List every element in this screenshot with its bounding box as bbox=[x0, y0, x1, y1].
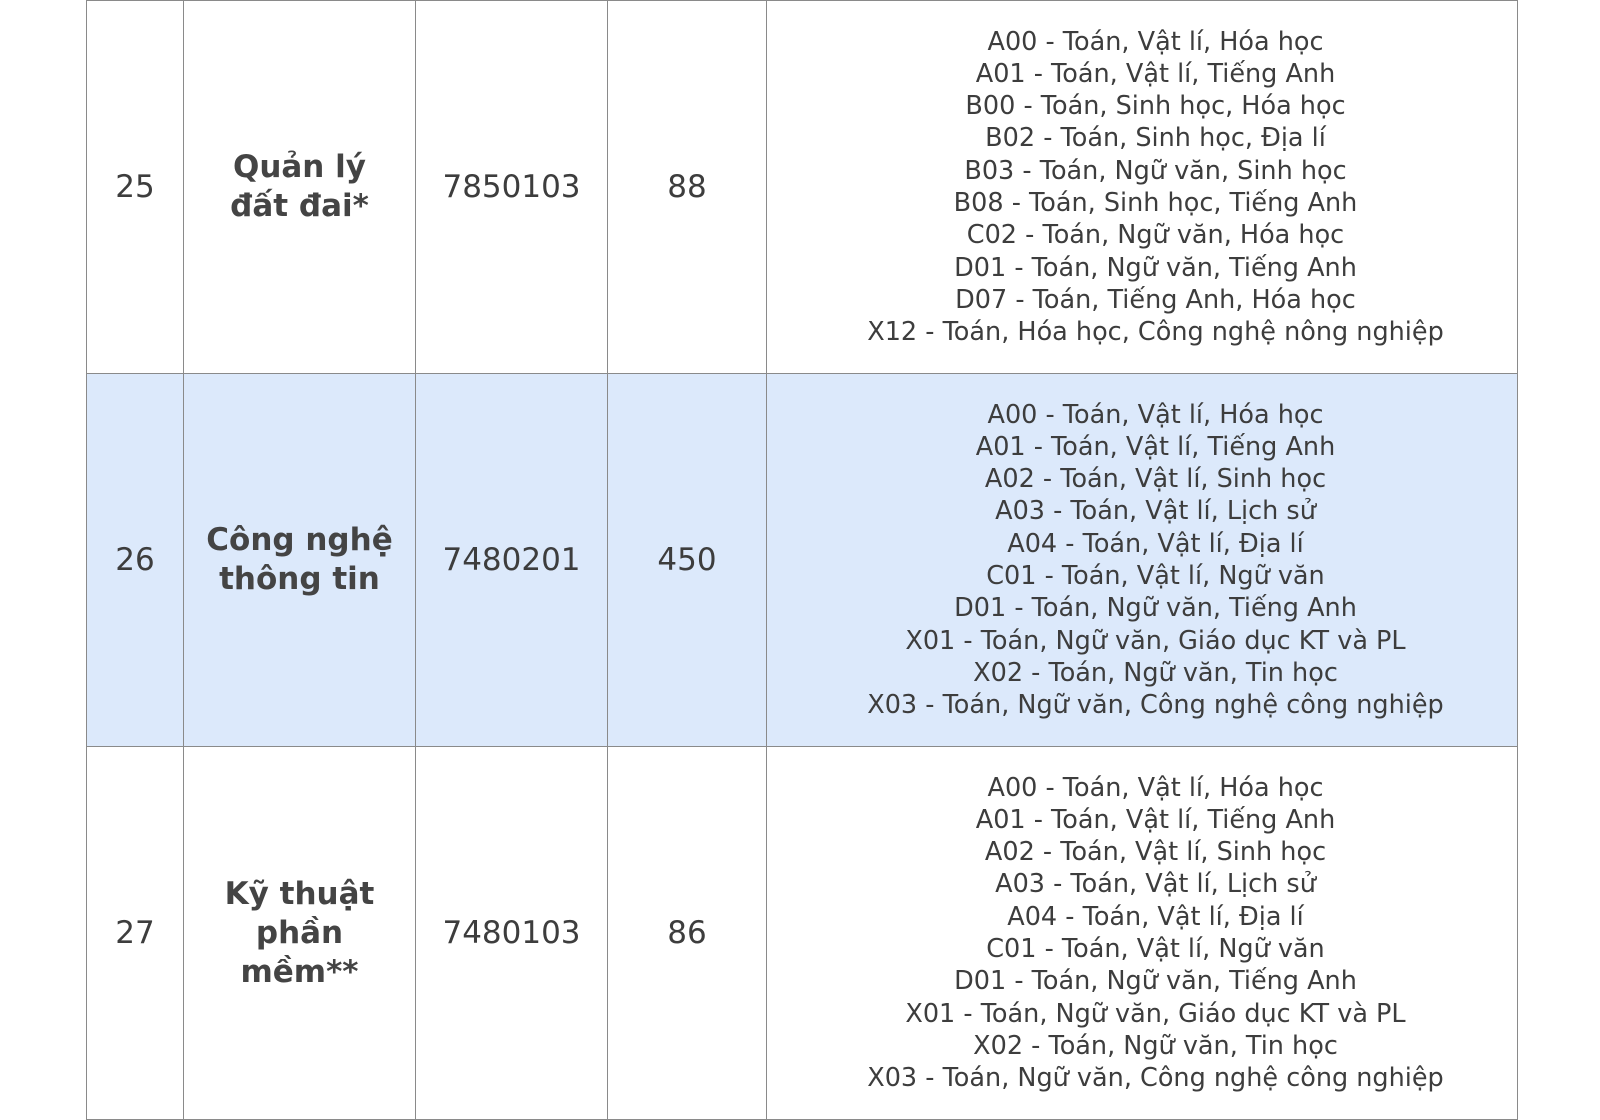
subject-combination: C01 - Toán, Vật lí, Ngữ văn bbox=[986, 561, 1325, 591]
program-code: 7480103 bbox=[442, 915, 581, 951]
program-name-cell bbox=[184, 374, 416, 747]
subject-combination-list bbox=[767, 772, 1517, 1095]
program-name-line: phần bbox=[255, 914, 344, 951]
subject-combination: B02 - Toán, Sinh học, Địa lí bbox=[985, 123, 1326, 154]
subject-combination: D01 - Toán, Ngữ văn, Tiếng Anh bbox=[954, 593, 1357, 624]
subject-combination: A00 - Toán, Vật lí, Hóa học bbox=[987, 772, 1324, 803]
subject-combination: D07 - Toán, Tiếng Anh, Hóa học bbox=[955, 284, 1356, 315]
program-code: 7850103 bbox=[442, 169, 581, 205]
program-code-cell bbox=[416, 374, 608, 747]
subject-combination: A01 - Toán, Vật lí, Tiếng Anh bbox=[975, 58, 1336, 89]
subject-combinations-cell bbox=[767, 747, 1518, 1120]
table-row bbox=[87, 1, 1518, 374]
subject-combination: X02 - Toán, Ngữ văn, Tin học bbox=[973, 1030, 1338, 1061]
quota: 88 bbox=[667, 169, 707, 205]
quota-cell bbox=[608, 1, 767, 374]
program-code-cell bbox=[416, 1, 608, 374]
subject-combination: B08 - Toán, Sinh học, Tiếng Anh bbox=[953, 188, 1358, 218]
subject-combination: A04 - Toán, Vật lí, Địa lí bbox=[1007, 901, 1304, 932]
quota-cell bbox=[608, 747, 767, 1120]
subject-combination: X12 - Toán, Hóa học, Công nghệ nông nghiệp bbox=[867, 317, 1444, 348]
subject-combination: A04 - Toán, Vật lí, Địa lí bbox=[1007, 528, 1304, 559]
program-name-line: thông tin bbox=[219, 561, 380, 597]
program-name-line: đất đai* bbox=[230, 188, 369, 224]
quota-cell bbox=[608, 374, 767, 747]
subject-combination: A01 - Toán, Vật lí, Tiếng Anh bbox=[975, 804, 1336, 835]
subject-combination: A00 - Toán, Vật lí, Hóa học bbox=[987, 399, 1324, 430]
row-number: 27 bbox=[115, 915, 155, 951]
subject-combination: X01 - Toán, Ngữ văn, Giáo dục KT và PL bbox=[905, 998, 1406, 1029]
subject-combination: A03 - Toán, Vật lí, Lịch sử bbox=[995, 496, 1316, 527]
program-name-line: Công nghệ bbox=[206, 522, 393, 558]
subject-combination: X03 - Toán, Ngữ văn, Công nghệ công nghiệp bbox=[867, 1063, 1444, 1094]
subject-combinations-cell bbox=[767, 374, 1518, 747]
subject-combination: X02 - Toán, Ngữ văn, Tin học bbox=[973, 657, 1338, 688]
program-name-line: Quản lý bbox=[232, 149, 367, 185]
subject-combinations-cell bbox=[767, 1, 1518, 374]
subject-combination: A02 - Toán, Vật lí, Sinh học bbox=[984, 837, 1327, 868]
row-number-cell bbox=[87, 1, 184, 374]
quota: 450 bbox=[657, 542, 717, 578]
program-table bbox=[86, 0, 1518, 1120]
program-name-cell bbox=[184, 747, 416, 1120]
row-number-cell bbox=[87, 374, 184, 747]
subject-combination: X03 - Toán, Ngữ văn, Công nghệ công nghiệp bbox=[867, 690, 1444, 721]
program-name-cell bbox=[184, 1, 416, 374]
program-code: 7480201 bbox=[442, 542, 581, 578]
subject-combination-list bbox=[767, 399, 1517, 722]
subject-combination: A01 - Toán, Vật lí, Tiếng Anh bbox=[975, 431, 1336, 462]
row-number-cell bbox=[87, 747, 184, 1120]
table-row bbox=[87, 374, 1518, 747]
subject-combination: C02 - Toán, Ngữ văn, Hóa học bbox=[966, 220, 1345, 251]
program-name-line: Kỹ thuật bbox=[224, 875, 375, 912]
subject-combination: B03 - Toán, Ngữ văn, Sinh học bbox=[964, 155, 1347, 186]
subject-combination: A02 - Toán, Vật lí, Sinh học bbox=[984, 464, 1327, 495]
quota: 86 bbox=[667, 915, 707, 951]
subject-combination: C01 - Toán, Vật lí, Ngữ văn bbox=[986, 934, 1325, 964]
subject-combination: D01 - Toán, Ngữ văn, Tiếng Anh bbox=[954, 966, 1357, 997]
subject-combination: A03 - Toán, Vật lí, Lịch sử bbox=[995, 869, 1316, 900]
subject-combination: A00 - Toán, Vật lí, Hóa học bbox=[987, 26, 1324, 57]
subject-combination: B00 - Toán, Sinh học, Hóa học bbox=[965, 91, 1346, 122]
program-code-cell bbox=[416, 747, 608, 1120]
subject-combination-list bbox=[767, 26, 1517, 349]
row-number: 25 bbox=[115, 169, 155, 205]
row-number: 26 bbox=[115, 542, 155, 578]
table-row bbox=[87, 747, 1518, 1120]
program-name-line: mềm** bbox=[240, 953, 359, 990]
subject-combination: X01 - Toán, Ngữ văn, Giáo dục KT và PL bbox=[905, 625, 1406, 656]
subject-combination: D01 - Toán, Ngữ văn, Tiếng Anh bbox=[954, 252, 1357, 283]
